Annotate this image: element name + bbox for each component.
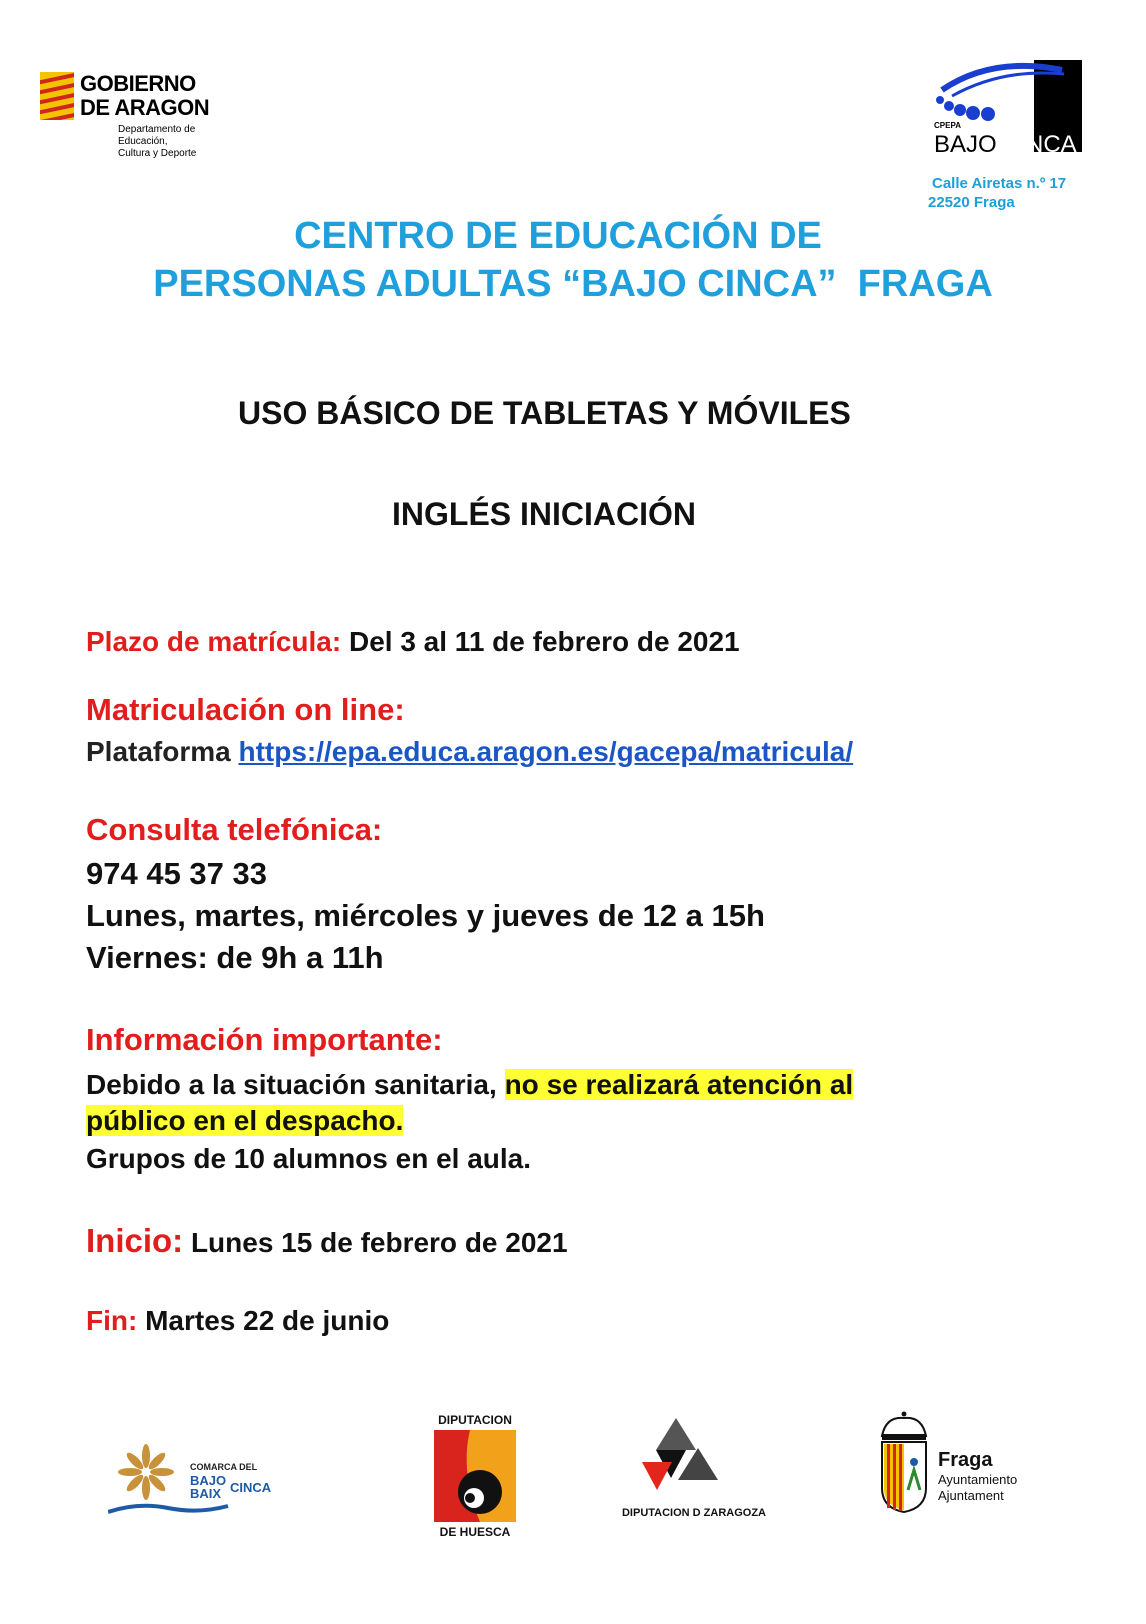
inicio [86, 1222, 568, 1260]
title-line2: PERSONAS ADULTAS “BAJO CINCA” FRAGA [153, 263, 993, 305]
svg-text:Fraga: Fraga [938, 1449, 993, 1471]
matriculacion-prefix: Plataforma [86, 736, 239, 767]
ayuntamiento-fraga-logo [876, 1410, 1046, 1520]
informacion-line2 [86, 1103, 403, 1139]
crown-icon [882, 1412, 926, 1441]
fin-label: Fin: [86, 1305, 138, 1336]
diputacion-zaragoza-logo [614, 1418, 774, 1526]
informacion-plain: Debido a la situación sanitaria, [86, 1069, 505, 1100]
svg-text:BAJO: BAJO [190, 1473, 227, 1488]
inicio-value: Lunes 15 de febrero de 2021 [183, 1227, 568, 1258]
plazo-matricula [86, 626, 740, 658]
svg-text:BAIX: BAIX [190, 1486, 222, 1501]
svg-text:CINCA: CINCA [230, 1480, 272, 1495]
inicio-label: Inicio: [86, 1222, 184, 1259]
fin [86, 1305, 389, 1337]
title-line1: CENTRO DE EDUCACIÓN DE [294, 215, 822, 257]
address-line2: 22520 Fraga [928, 194, 1015, 211]
address-line1: Calle Airetas n.º 17 [932, 175, 1067, 192]
consulta-label: Consulta telefónica: [86, 812, 383, 847]
matricula-link[interactable]: https://epa.educa.aragon.es/gacepa/matricula/ [238, 736, 854, 767]
diputacion-huesca-logo [430, 1412, 520, 1540]
svg-text:BAJO: BAJO [934, 131, 997, 158]
aragon-flag-icon [40, 72, 74, 120]
hours-weekdays: Lunes, martes, miércoles y jueves de 12 a 15h [86, 898, 765, 933]
plazo-label: Plazo de matrícula: [86, 626, 342, 657]
svg-text:CPEPA: CPEPA [934, 121, 961, 130]
matriculacion-line [86, 736, 853, 768]
svg-text:Ayuntamiento: Ayuntamiento [938, 1472, 1018, 1487]
course-ingles: INGLÉS INICIACIÓN [392, 496, 697, 532]
gobierno-aragon-logo [36, 60, 221, 159]
address [928, 174, 1067, 212]
page-title [0, 212, 1146, 308]
svg-text:Ajuntament: Ajuntament [938, 1488, 1004, 1503]
gobierno-line1: GOBIERNO [80, 71, 196, 96]
svg-text:DIPUTACION D ZARAGOZA: DIPUTACION D ZARAGOZA [621, 1507, 767, 1519]
informacion-highlight1: no se realizará atención al [504, 1069, 854, 1100]
cepa-bajo-cinca-logo [932, 60, 1082, 162]
plazo-value: Del 3 al 11 de febrero de 2021 [341, 626, 740, 657]
informacion-label: Información importante: [86, 1022, 443, 1057]
phone-number: 974 45 37 33 [86, 856, 268, 891]
svg-text:DIPUTACION: DIPUTACION [438, 1413, 512, 1427]
svg-text:COMARCA DEL: COMARCA DEL [190, 1462, 258, 1472]
informacion-highlight2: público en el despacho. [86, 1105, 404, 1136]
informacion-line1 [86, 1067, 853, 1103]
informacion-line3: Grupos de 10 alumnos en el aula. [86, 1143, 532, 1174]
matriculacion-label: Matriculación on line: [86, 692, 405, 727]
svg-text:DE HUESCA: DE HUESCA [439, 1525, 511, 1539]
fin-value: Martes 22 de junio [137, 1305, 390, 1336]
gobierno-dept: Departamento de Educación, Cultura y Deporte [118, 124, 197, 159]
gobierno-line2: DE ARAGON [80, 95, 210, 120]
svg-text:CINCA: CINCA [1002, 131, 1077, 158]
comarca-bajo-cinca-logo [108, 1440, 288, 1520]
course-tabletas: USO BÁSICO DE TABLETAS Y MÓVILES [238, 395, 851, 431]
hours-friday: Viernes: de 9h a 11h [86, 940, 384, 975]
